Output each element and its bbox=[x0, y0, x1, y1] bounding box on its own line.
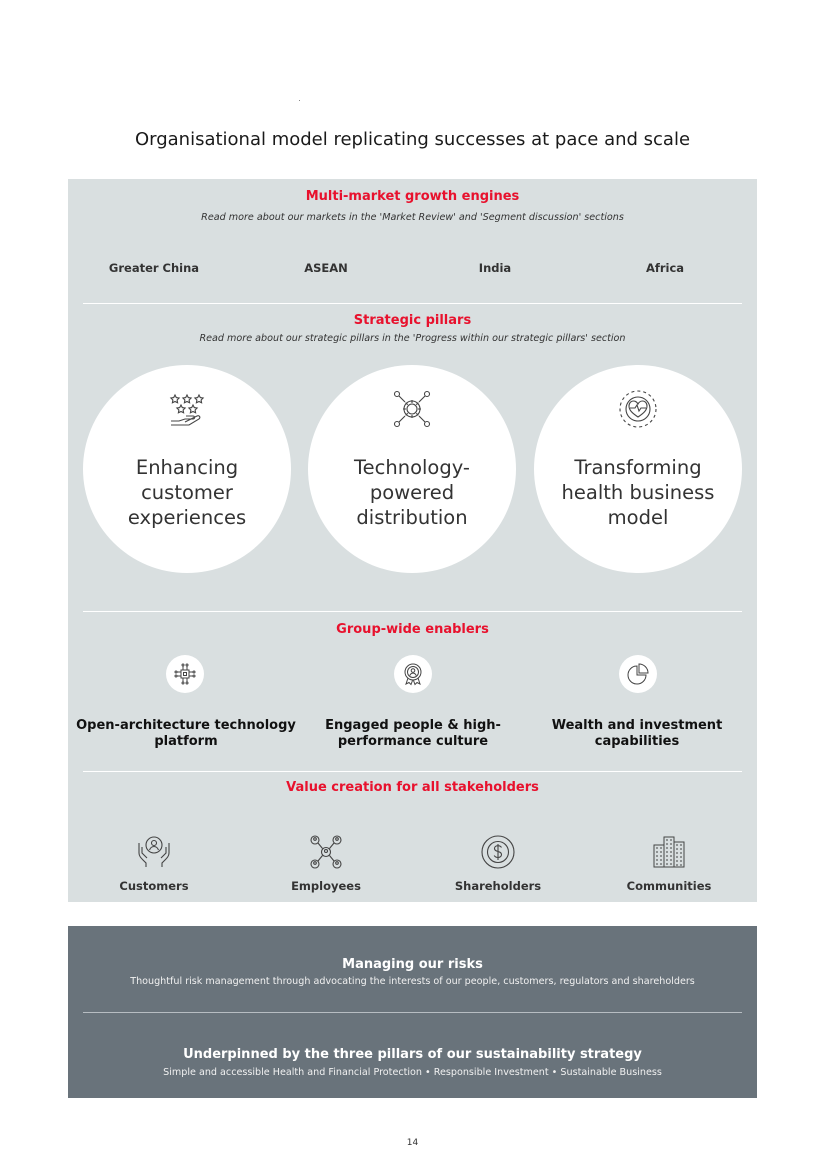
pillars-title: Strategic pillars bbox=[353, 313, 472, 328]
people-network-icon bbox=[307, 833, 345, 871]
stakeholder-label: Communities bbox=[626, 879, 712, 893]
enabler-label: Wealth and investment capabilities bbox=[551, 718, 723, 749]
sustainability-subtitle: Simple and accessible Health and Financial Protection • Responsible Investment • Sustainable Business bbox=[163, 1067, 662, 1078]
model-panel bbox=[68, 179, 757, 902]
pillar-label: Technology-powered distribution bbox=[354, 456, 470, 529]
pillars-subtitle: Read more about our strategic pillars in the 'Progress within our strategic pillars' section bbox=[199, 333, 626, 344]
risk-sustainability-panel bbox=[68, 926, 757, 1098]
dark-divider bbox=[83, 1012, 742, 1013]
pillar-label: Transforming health business model bbox=[561, 456, 715, 529]
award-person-icon bbox=[394, 655, 432, 693]
market-africa: Africa bbox=[645, 261, 685, 275]
divider-enablers bbox=[83, 771, 742, 772]
stakeholder-label: Customers bbox=[119, 879, 189, 893]
stakeholder-label: Shareholders bbox=[454, 879, 542, 893]
hand-stars-icon bbox=[167, 389, 207, 429]
pillar-health-business-model bbox=[534, 365, 742, 573]
divider-growth bbox=[83, 303, 742, 304]
pillar-technology-distribution bbox=[308, 365, 516, 573]
heart-pulse-icon bbox=[618, 389, 658, 429]
page-title: Organisational model replicating successes at pace and scale bbox=[134, 129, 691, 150]
dollar-coin-icon bbox=[479, 833, 517, 871]
stakeholder-label: Employees bbox=[291, 879, 361, 893]
enabler-label: Engaged people & high-performance culture bbox=[325, 718, 501, 749]
market-greater-china: Greater China bbox=[108, 261, 200, 275]
sustainability-title: Underpinned by the three pillars of our sustainability strategy bbox=[183, 1047, 642, 1062]
hands-person-icon bbox=[135, 833, 173, 871]
enabler-label: Open-architecture technology platform bbox=[76, 718, 296, 749]
stakeholders-title: Value creation for all stakeholders bbox=[286, 780, 539, 795]
page-number: 14 bbox=[406, 1138, 419, 1148]
enablers-title: Group-wide enablers bbox=[336, 622, 489, 637]
market-asean: ASEAN bbox=[304, 261, 348, 275]
pie-chart-icon bbox=[619, 655, 657, 693]
risks-title: Managing our risks bbox=[342, 957, 483, 972]
buildings-icon bbox=[650, 833, 688, 871]
divider-pillars bbox=[83, 611, 742, 612]
growth-title: Multi-market growth engines bbox=[305, 189, 520, 204]
pillar-label: Enhancing customer experiences bbox=[127, 456, 247, 529]
growth-subtitle: Read more about our markets in the 'Market Review' and 'Segment discussion' sections bbox=[201, 212, 624, 223]
stray-dot bbox=[299, 100, 300, 101]
gear-network-icon bbox=[392, 389, 432, 429]
risks-subtitle: Thoughtful risk management through advocating the interests of our people, customers, regulators and shareholders bbox=[130, 976, 695, 987]
pillar-customer-experiences bbox=[83, 365, 291, 573]
market-india: India bbox=[478, 261, 512, 275]
chip-icon bbox=[166, 655, 204, 693]
